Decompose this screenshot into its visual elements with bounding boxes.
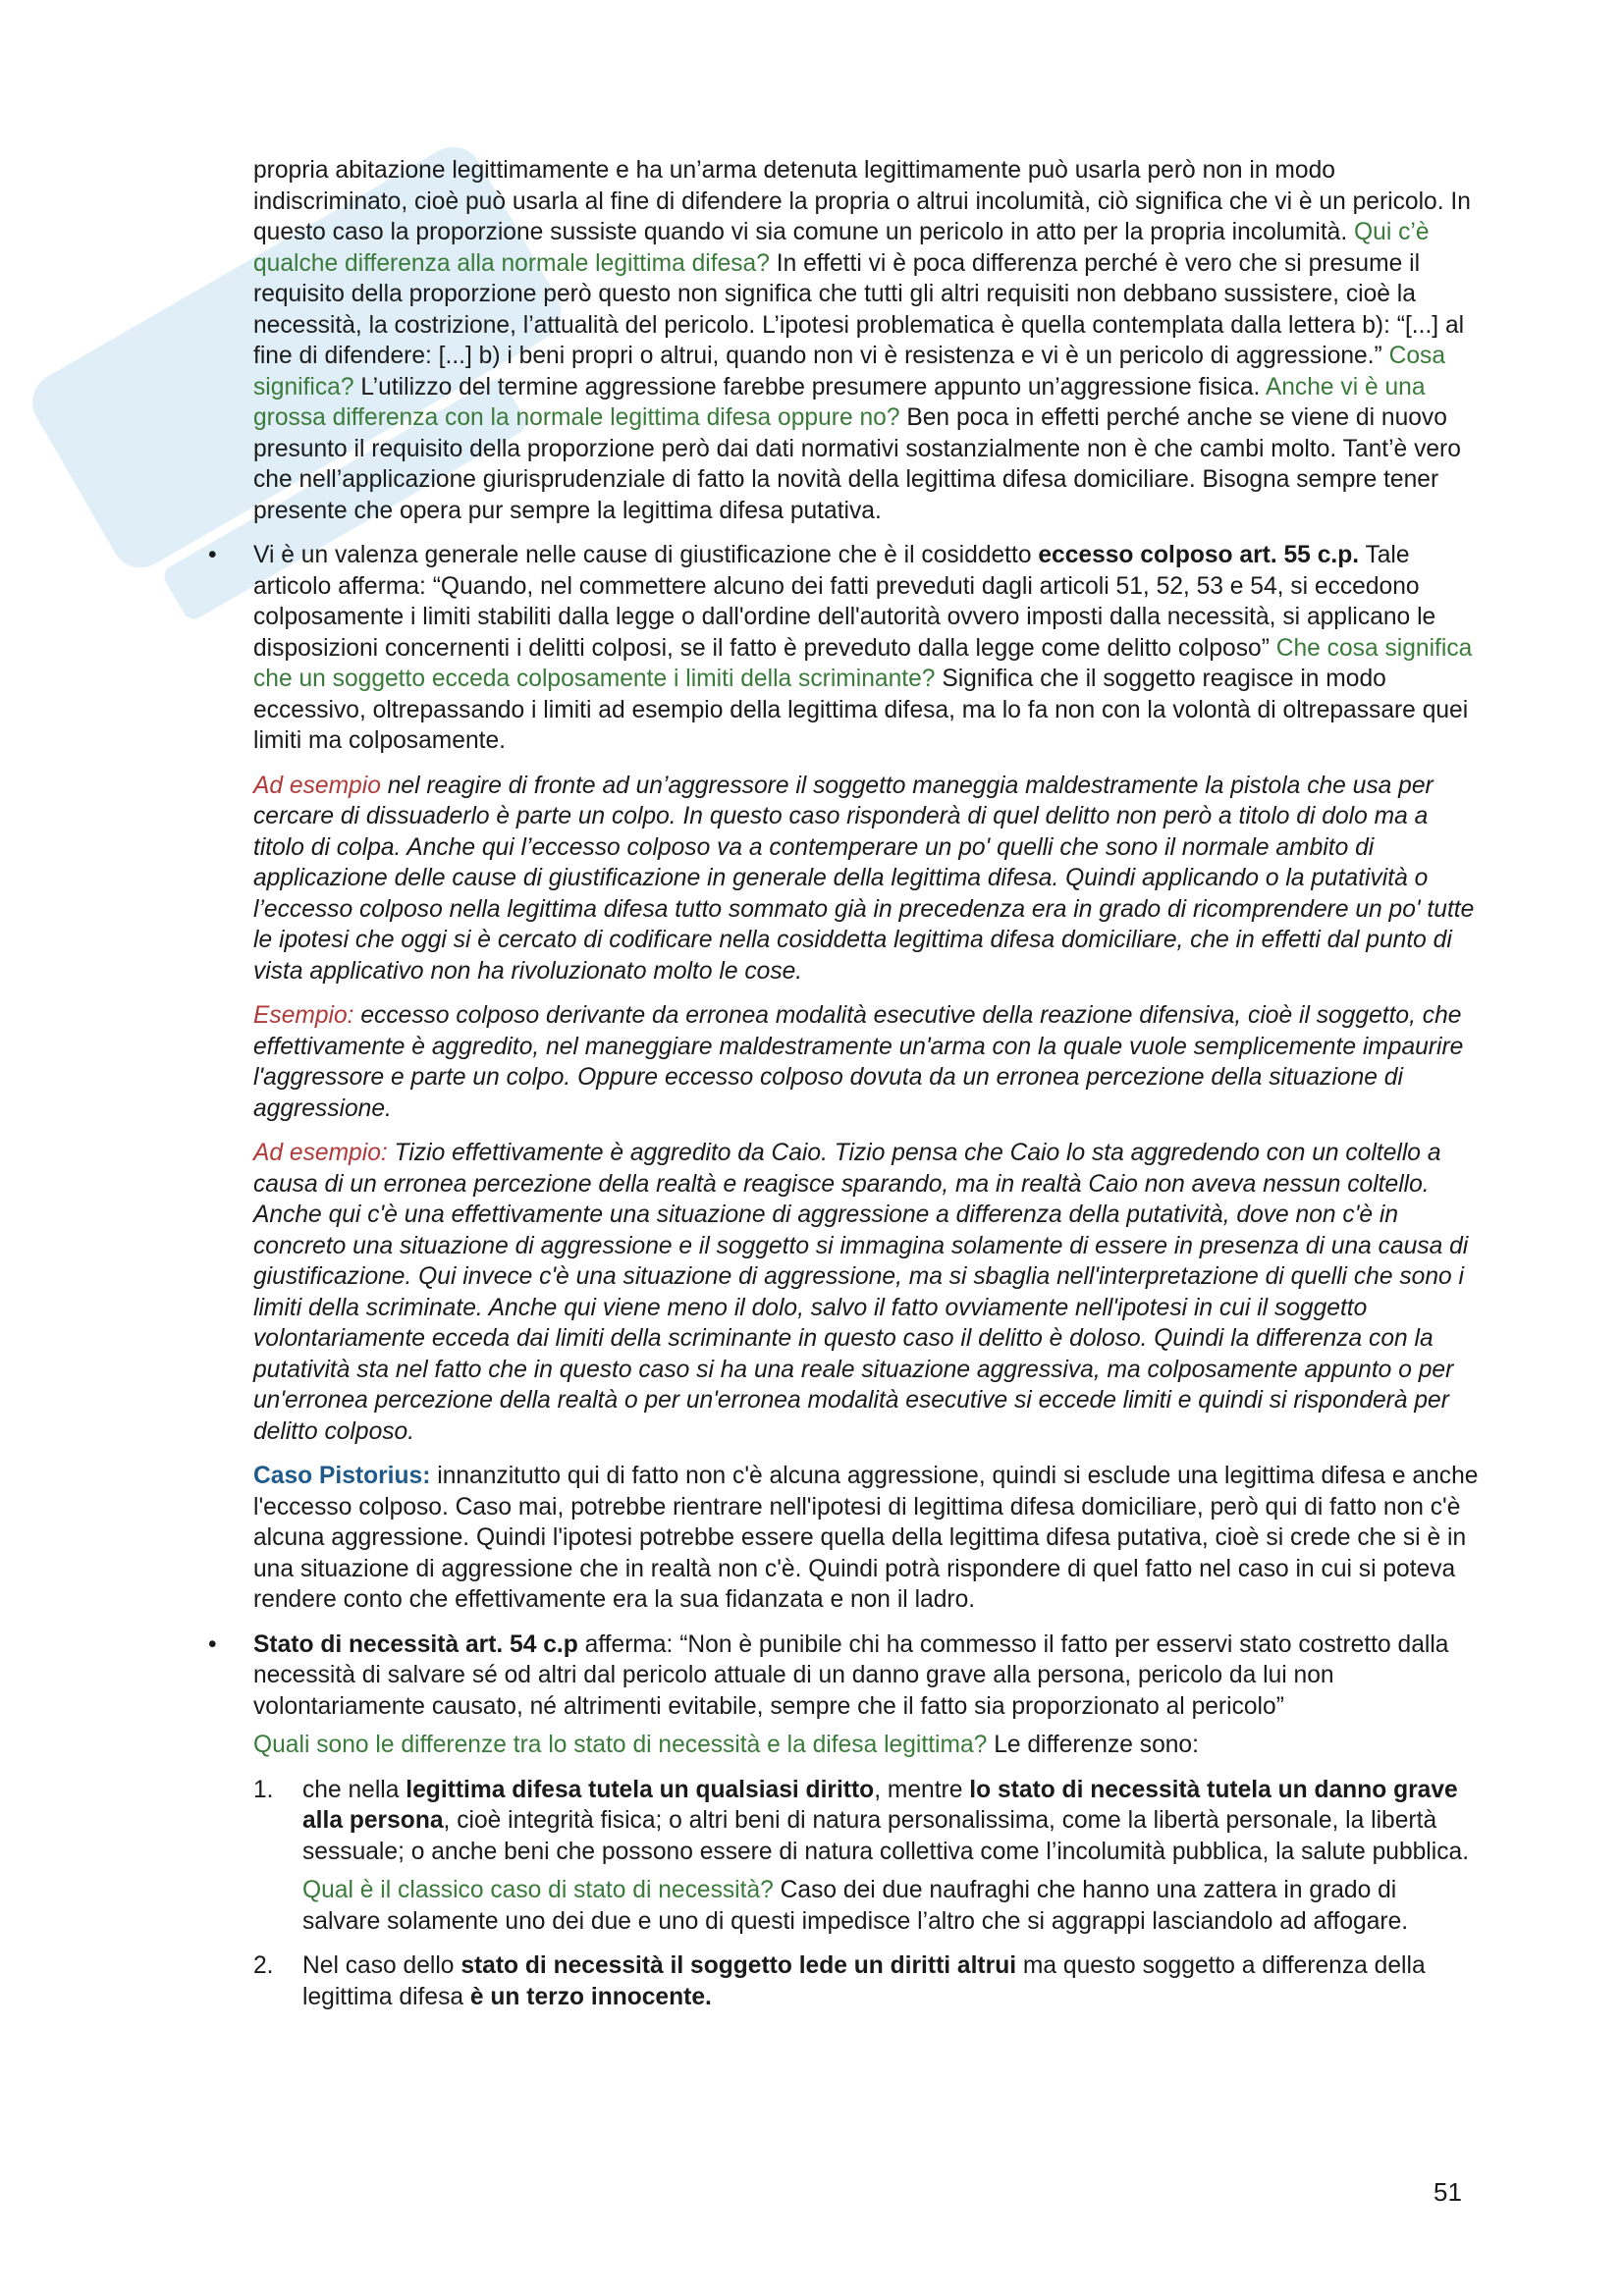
example-label: Ad esempio: (253, 1140, 388, 1166)
paragraph-legittima-difesa-domiciliare: propria abitazione legittimamente e ha un’arma detenuta legittimamente può usarla però non in modo indiscriminato, cioè può usarla al fine di difendere la propria o altrui incolumità, ciò significa che vi è un pericolo. In questo caso la proporzione sussiste quando vi sia comune un pericolo in atto per la propria incolumità. Qui c’è qualche differenza alla normale legittima difesa? In effetti vi è poca differenza perché è vero che si presume il requisito della proporzione però questo non significa che tutti gli altri requisiti non debbano sussistere, cioè la necessità, la costrizione, l’attualità del pericolo. L’ipotesi problematica è quella contemplata dalla lettera b): “[...] al fine di difendere: [...] b) i beni propri o altrui, quando non vi è resistenza e vi è un pericolo di aggressione.” Cosa significa? L’utilizzo del termine aggressione farebbe presumere appunto un’aggressione fisica. Anche vi è una grossa differenza con la normale legittima difesa oppure no? Ben poca in effetti perché anche se viene di nuovo presunto il requisito della proporzione però dai dati normativi sostanzialmente non è che cambi molto. Tant’è vero che nell’applicazione giurisprudenziale di fatto la novità della legittima difesa domiciliare. Bisogna sempre tener presente che opera pur sempre la legittima difesa putativa. (253, 157, 1471, 524)
document-page (208, 155, 1481, 2012)
question-text: Anche vi è una grossa differenza con la normale legittima difesa oppure no? (253, 373, 1426, 431)
question-text: Qui c’è qualche differenza alla normale legittima difesa? (253, 219, 1430, 277)
caso-pistorius: Caso Pistorius: innanzitutto qui di fatto non c'è alcuna aggressione, quindi si esclude una legittima difesa e anche l'eccesso colposo. Caso mai, potrebbe rientrare nell'ipotesi di legittima difesa domiciliare, però qui di fatto non c'è alcuna aggressione. Quindi l'ipotesi potrebbe essere quella della legittima difesa putativa, cioè si crede che si è in una situazione di aggressione che in realtà non c'è. Quindi potrà rispondere di quel fatto nel caso in cui si poteva rendere conto che effettivamente era la sua fidanzata e non il ladro. (253, 1463, 1479, 1613)
numbered-item-1-question: Qual è il classico caso di stato di necessità? Caso dei due naufraghi che hanno una zattera in grado di salvare solamente uno dei due e uno di questi impedisce l’altro che si aggrappi lasciandolo ad affogare. (302, 1877, 1409, 1935)
numbered-item-2: 2. Nel caso dello stato di necessità il soggetto lede un diritti altrui ma questo soggetto a differenza della legittima difesa è un terzo innocente. (253, 1952, 1426, 2010)
list-number: 1. (253, 1776, 274, 1803)
bullet-eccesso-colposo: • Vi è un valenza generale nelle cause di giustificazione che è il cosiddetto eccesso colposo art. 55 c.p. Tale articolo afferma: “Quando, nel commettere alcuno dei fatti preveduti dagli articoli 51, 52, 53 e 54, si eccedono colposamente i limiti stabiliti dalla legge o dall'ordine dell'autorità ovvero imposti dalla necessità, si applicano le disposizioni concernenti i delitti colposi, se il fatto è preveduto dalla legge come delitto colposo” Che cosa significa che un soggetto ecceda colposamente i limiti della scriminante? Significa che il soggetto reagisce in modo eccessivo, oltrepassando i limiti ad esempio della legittima difesa, ma lo fa non con la volontà di oltrepassare quei limiti ma colposamente. (208, 542, 1473, 754)
example-1: Ad esempio nel reagire di fronte ad un’aggressore il soggetto maneggia maldestramente la pistola che usa per cercare di dissuaderlo è parte un colpo. In questo caso risponderà di quel delitto non però a titolo di dolo ma a titolo di colpa. Anche qui l’eccesso colposo va a contemperare un po' quelli che sono il normale ambito di applicazione delle cause di giustificazione in generale della legittima difesa. Quindi applicando o la putatività o l’eccesso colposo nella legittima difesa tutto sommato già in precedenza era in grado di ricomprendere un po' tutte le ipotesi che oggi si è cercato di codificare nella cosiddetta legittima difesa domiciliare, che in effetti dal punto di vista applicativo non ha rivoluzionato molto le cose. (253, 772, 1475, 985)
question-text: Che cosa significa che un soggetto ecceda colposamente i limiti della scriminante? (253, 634, 1473, 692)
bullet-icon: • (208, 1630, 217, 1658)
example-3: Ad esempio: Tizio effettivamente è aggredito da Caio. Tizio pensa che Caio lo sta aggredendo con un coltello a causa di un erronea percezione della realtà e reagisce sparando, ma in realtà Caio non aveva nessun coltello. Anche qui c'è una effettivamente una situazione di aggressione a differenza della putatività, dove non c'è in concreto una situazione di aggressione e il soggetto si immagina solamente di essere in presenza di una causa di giustificazione. Qui invece c'è una situazione di aggressione, ma si sbaglia nell'interpretazione di quelli che sono i limiti della scriminate. Anche qui viene meno il dolo, salvo il fatto ovviamente nell'ipotesi in cui il soggetto volontariamente ecceda dai limiti della scriminante in questo caso il delitto è doloso. Quindi la differenza con la putatività sta nel fatto che in questo caso si ha una reale situazione aggressiva, ma colposamente appunto o per un'erronea percezione della realtà o per un'erronea modalità esecutive si eccede limiti e quindi si risponderà per delitto colposo. (253, 1140, 1469, 1445)
example-label: Ad esempio (253, 772, 381, 799)
question-text: Cosa significa? (253, 343, 1446, 400)
bullet-stato-di-necessita: • Stato di necessità art. 54 c.p afferma: “Non è punibile chi ha commesso il fatto per esservi stato costretto dalla necessità di salvare sé od altri dal pericolo attuale di un danno grave alla persona, pericolo da lui non volontariamente causato, né altrimenti evitabile, sempre che il fatto sia proporzionato al pericolo” (208, 1630, 1449, 1720)
example-label: Esempio: (253, 1002, 354, 1029)
example-2: Esempio: eccesso colposo derivante da erronea modalità esecutive della reazione difensiva, cioè il soggetto, che effettivamente è aggredito, nel maneggiare maldestramente un'arma con la quale vuole semplicemente impaurire l'aggressore e parte un colpo. Oppure eccesso colposo dovuta da un erronea percezione della situazione di aggressione. (253, 1002, 1464, 1122)
numbered-item-1: 1. che nella legittima difesa tutela un qualsiasi diritto, mentre lo stato di necessità tutela un danno grave alla persona, cioè integrità fisica; o altri beni di natura personalissima, come la libertà personale, la libertà sessuale; o anche beni che possono essere di natura collettiva come l’incolumità pubblica, la salute pubblica. (253, 1776, 1470, 1865)
list-number: 2. (253, 1952, 274, 1979)
differenze-question: Quali sono le differenze tra lo stato di necessità e la difesa legittima? Le differenze sono: (253, 1732, 1199, 1758)
question-text: Quali sono le differenze tra lo stato di necessità e la difesa legittima? (253, 1732, 988, 1758)
caso-label: Caso Pistorius: (253, 1463, 431, 1489)
question-text: Qual è il classico caso di stato di necessità? (302, 1877, 774, 1903)
page-number: 51 (1434, 2177, 1462, 2207)
bullet-icon: • (208, 542, 217, 568)
